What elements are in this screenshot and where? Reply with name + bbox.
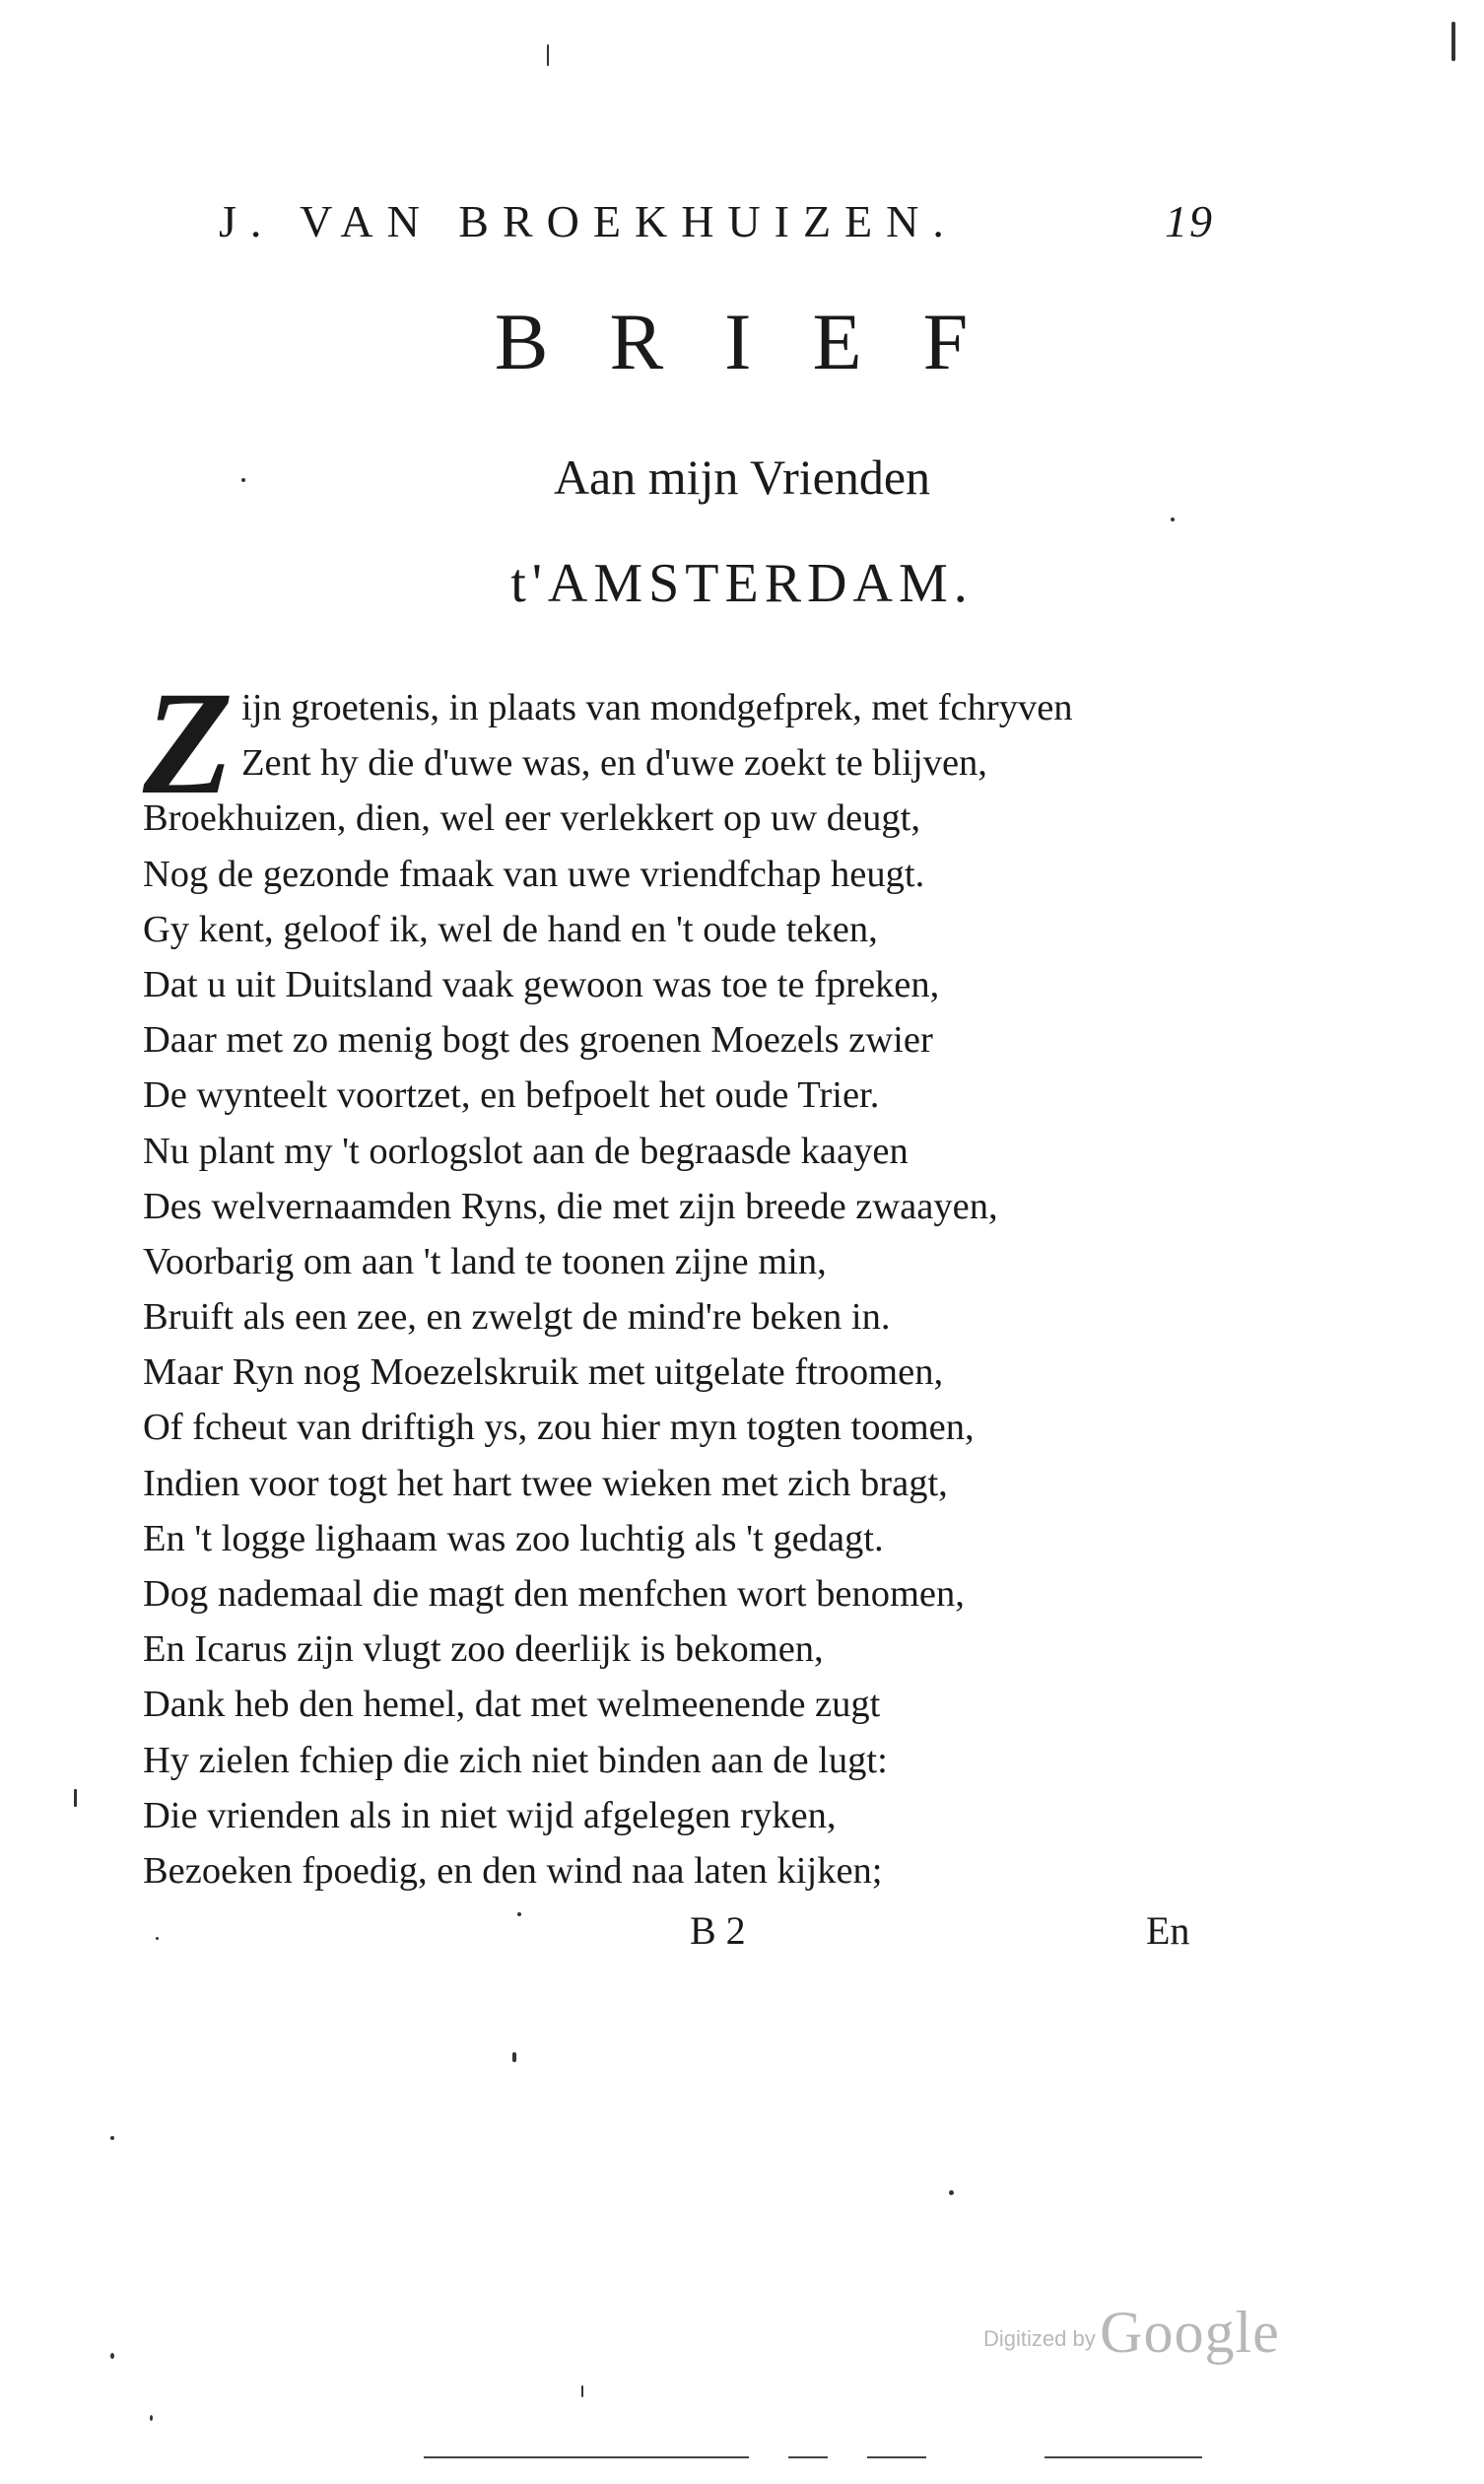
scan-speck (156, 1937, 159, 1940)
running-head (219, 195, 1214, 254)
letter-place: t'AMSTERDAM. (510, 553, 974, 614)
poem-line: Dank heb den hemel, dat met welmeenende zugt (143, 1684, 881, 1726)
page-edge-mark (867, 2456, 926, 2458)
poem-line: Of fcheut van driftigh ys, zou hier myn togten toomen, (143, 1407, 975, 1449)
signature-mark: B 2 (690, 1908, 746, 1953)
poem-line: Nog de gezonde fmaak van uwe vriendfchap heugt. (143, 853, 925, 895)
poem-line: Dog nademaal die magt den menfchen wort benomen, (143, 1573, 965, 1615)
poem-line: Dat u uit Duitsland vaak gewoon was toe te fpreken, (143, 963, 940, 1005)
running-title: J. VAN BROEKHUIZEN. (219, 196, 958, 246)
scan-speck (512, 2052, 516, 2062)
poem-body (143, 661, 1247, 1898)
poem-line: Die vrienden als in niet wijd afgelegen ryken, (143, 1794, 837, 1836)
scan-speck (1451, 22, 1455, 61)
poem-line: ijn groetenis, in plaats van mondgefprek, met fchryven (241, 687, 1073, 728)
poem-line: Broekhuizen, dien, wel eer verlekkert op uw deugt, (143, 797, 920, 840)
scan-speck (241, 478, 245, 482)
watermark-prefix: Digitized by (983, 2326, 1096, 2351)
page-edge-mark (1045, 2456, 1202, 2458)
scan-speck (949, 2190, 954, 2195)
page-number: 19 (1165, 196, 1214, 246)
scan-speck (1171, 518, 1175, 521)
poem-line: En Icarus zijn vlugt zoo deerlijk is bekomen, (143, 1628, 824, 1671)
poem-line: Indien voor togt het hart twee wieken met zich bragt, (143, 1462, 948, 1504)
digitization-watermark (983, 2299, 1280, 2367)
poem-line: Bruift als een zee, en zwelgt de mind're beken in. (143, 1296, 891, 1339)
scan-speck (581, 2385, 583, 2397)
poem-line: Bezoeken fpoedig, en den wind naa laten kijken; (143, 1849, 883, 1892)
scan-speck (150, 2415, 153, 2421)
drop-cap: Z (143, 661, 234, 825)
poem-line: Voorbarig om aan 't land te toonen zijne min, (143, 1240, 827, 1282)
scan-speck (547, 44, 549, 66)
poem-line: De wynteelt voortzet, en befpoelt het oude Trier. (143, 1074, 880, 1117)
page-edge-mark (788, 2456, 828, 2458)
page-edge-mark (424, 2456, 749, 2458)
poem-line: Zent hy die d'uwe was, en d'uwe zoekt te blijven, (241, 742, 987, 785)
poem-line: Gy kent, geloof ik, wel de hand en 't oude teken, (143, 908, 878, 950)
scan-speck (110, 2136, 114, 2140)
scan-speck (517, 1912, 521, 1916)
catchword: En (1146, 1908, 1190, 1953)
poem-line: En 't logge lighaam was zoo luchtig als 't gedagt. (143, 1517, 884, 1559)
google-logo: Google (1100, 2300, 1280, 2365)
poem-line: Hy zielen fchiep die zich niet binden aan de lugt: (143, 1739, 888, 1781)
poem-line: Nu plant my 't oorlogslot aan de begraasde kaayen (143, 1130, 909, 1172)
scan-speck (110, 2353, 114, 2359)
poem-line: Maar Ryn nog Moezelskruik met uitgelate ftroomen, (143, 1351, 944, 1394)
poem-line: Des welvernaamden Ryns, die met zijn breede zwaayen, (143, 1185, 998, 1227)
scan-speck (74, 1789, 77, 1807)
poem-line: Daar met zo menig bogt des groenen Moezels zwier (143, 1019, 933, 1062)
letter-addressee: Aan mijn Vrienden (553, 449, 931, 505)
letter-title: BRIEF (494, 297, 1030, 386)
